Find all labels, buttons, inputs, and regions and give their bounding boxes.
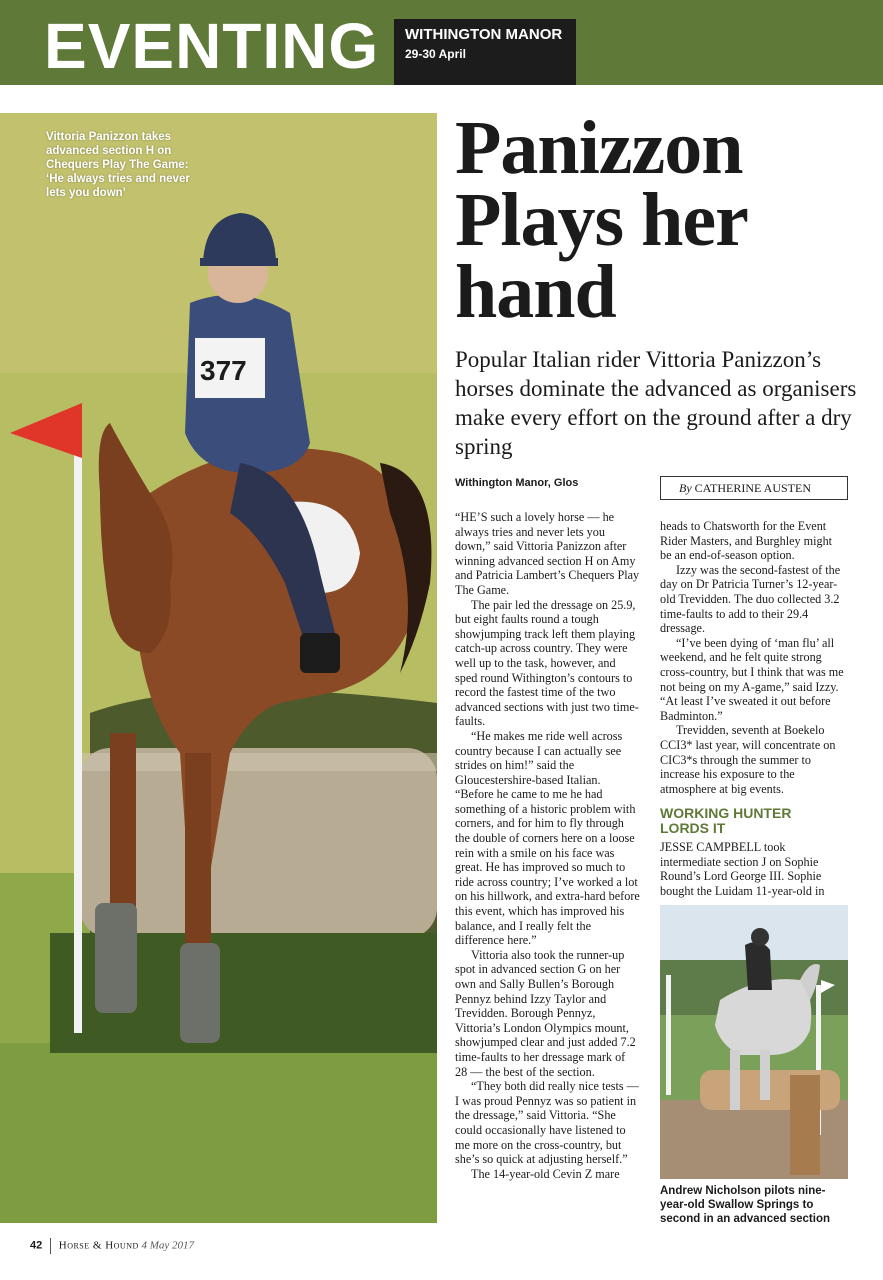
horse-rider-illustration [0, 113, 437, 1223]
bib-number: 377 [200, 355, 247, 386]
subhead-line-1: WORKING HUNTER [660, 805, 792, 822]
event-dates: 29-30 April [405, 47, 466, 61]
byline-by: By [679, 481, 692, 495]
footer-divider [50, 1238, 51, 1254]
event-name: WITHINGTON MANOR [405, 26, 563, 43]
paragraph: The pair led the dressage on 25.9, but eight faults round a tough showjumping track left them playing catch-up across country. They were well up to the task, however, and sped round Withington’s contours to record the fastest time of the two advanced sections with just two time-faults. [455, 597, 639, 729]
paragraph: Trevidden, seventh at Boekelo CCI3* last year, will concentrate on CIC3*s through the summer to increase his exposure to the atmosphere at big events. [660, 723, 836, 796]
grey-horse-illustration [660, 905, 848, 1179]
paragraph: JESSE CAMPBELL took intermediate section J on Sophie Round’s Lord George III. Sophie bought the Luidam 11-year-old in [660, 840, 825, 899]
headline-line-3: hand [455, 250, 616, 334]
issue-date: 4 May 2017 [141, 1239, 195, 1252]
paragraph: “I’ve been dying of ‘man flu’ all weekend, and he felt quite strong cross-country, but I think that was me not being on my A-game,” said Izzy. “At least I’ve sweated it out before Badminton.” [660, 635, 844, 723]
paragraph: heads to Chatsworth for the Event Rider Masters, and Burghley might be an end-of-season option. [660, 519, 833, 563]
paragraph: “They both did really nice tests — I was proud Pennyz was so patient in the dressage,” said Vittoria. “She could occasionally have listened to me more on the cross-country, but she’s so quick at adjusting herself.” [455, 1079, 639, 1167]
page-footer [30, 1238, 194, 1258]
secondary-photo [660, 905, 848, 1179]
page-number: 42 [30, 1239, 43, 1252]
headline [455, 106, 875, 334]
subhead-line-2: LORDS IT [660, 820, 726, 837]
byline-name: CATHERINE AUSTEN [694, 481, 811, 495]
secondary-photo-caption: Andrew Nicholson pilots nine-year-old Swallow Springs to second in an advanced section [660, 1185, 830, 1225]
main-photo [0, 113, 437, 1223]
magazine-name: Horse & Hound [58, 1239, 139, 1252]
paragraph: Vittoria also took the runner-up spot in advanced section G on her own and Sally Bullen’s Borough Pennyz behind Izzy Taylor and Trevidden. Borough Pennyz, Vittoria’s London Olympics mount, showjumped clear and just added 7.2 time-faults to her dressage mark of 28 — the best of the section. [455, 947, 636, 1079]
paragraph: “He makes me ride well across country because I can actually see strides on him!” said the Gloucestershire-based Italian. “Before he came to me he had something of a historic problem with corners, and for him to fly through the double of corners here on a loose rein with a smile on his face was great. He has improved so much to ride across country; I’ve worked a lot on his hillwork, and extra-hard before this event, which has improved his balance, and I really felt the difference here.” [455, 728, 640, 948]
headline-line-2: Plays her [455, 178, 748, 262]
section-title: EVENTING [44, 10, 380, 82]
headline-line-1: Panizzon [455, 106, 743, 190]
article-column-left [455, 510, 640, 1181]
standfirst: Popular Italian rider Vittoria Panizzon’s horses dominate the advanced as organisers make every effort on the ground after a dry spring [455, 347, 857, 459]
paragraph: Izzy was the second-fastest of the day on Dr Patricia Turner’s 12-year-old Trevidden. The duo collected 3.2 time-faults to add to their 29.4 dressage. [660, 562, 841, 636]
article-column-right [660, 519, 845, 899]
main-photo-caption: Vittoria Panizzon takes advanced section H on Chequers Play The Game: ‘He always tries and never lets you down’ [46, 131, 190, 199]
paragraph: “HE’S such a lovely horse — he always tries and never lets you down,” said Vittoria Panizzon after winning advanced section H on Amy and Patricia Lambert’s Chequers Play The Game. [455, 510, 640, 597]
dateline: Withington Manor, Glos [455, 477, 579, 489]
subhead [660, 806, 845, 836]
event-label-box [394, 19, 576, 85]
byline [660, 476, 848, 500]
paragraph: The 14-year-old Cevin Z mare [471, 1166, 620, 1181]
